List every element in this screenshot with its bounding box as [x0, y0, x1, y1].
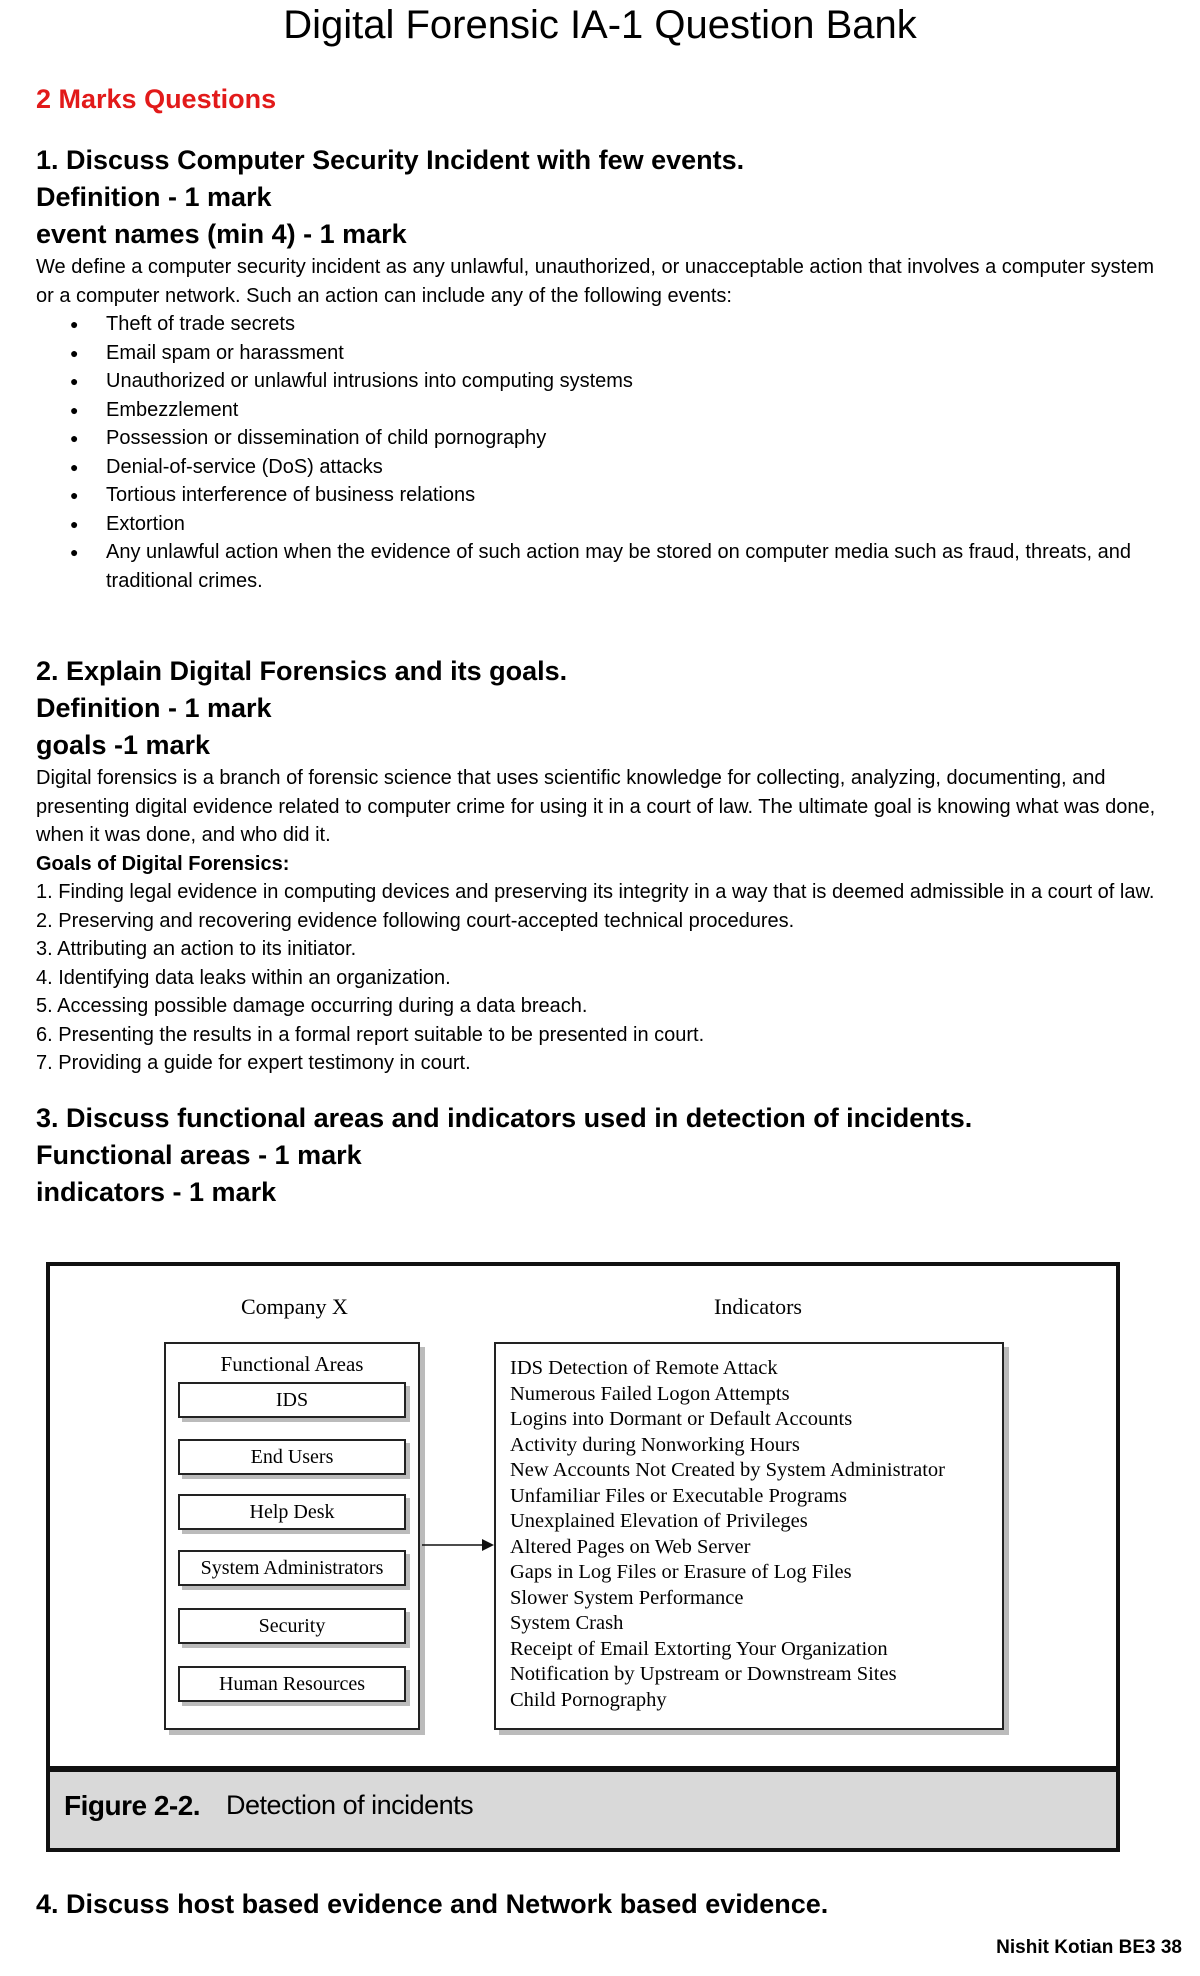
- company-label: Company X: [241, 1294, 348, 1319]
- list-item: ● Denial-of-service (DoS) attacks: [36, 453, 1176, 482]
- question-3-title: 3. Discuss functional areas and indicators used in detection of incidents.: [36, 1102, 973, 1133]
- indicators-list: [496, 1344, 1002, 1713]
- list-item: ● Theft of trade secrets: [36, 310, 1176, 339]
- question-1-marking-definition: Definition - 1 mark: [36, 182, 272, 212]
- footer-author: Nishit Kotian BE3 38: [996, 1937, 1182, 1958]
- figure-caption-text: Detection of incidents: [226, 1790, 474, 1820]
- list-item: Unexplained Elevation of Privileges: [510, 1510, 808, 1532]
- document-content: [36, 78, 1176, 1211]
- list-item: ● Unauthorized or unlawful intrusions into computing systems: [36, 367, 1176, 396]
- list-item: ● Email spam or harassment: [36, 339, 1176, 368]
- indicators-label: Indicators: [714, 1294, 802, 1319]
- question-2-title: 2. Explain Digital Forensics and its goals.: [36, 656, 568, 686]
- list-item: Notification by Upstream or Downstream Sites: [510, 1663, 897, 1685]
- document-title: Digital Forensic IA-1 Question Bank: [283, 3, 917, 47]
- list-item: ● Extortion: [36, 510, 1176, 539]
- list-item: Slower System Performance: [510, 1586, 744, 1609]
- list-item: Numerous Failed Logon Attempts: [510, 1382, 790, 1405]
- goals-heading: Goals of Digital Forensics:: [36, 852, 290, 875]
- figure-caption-label: Figure 2-2.: [64, 1790, 201, 1821]
- functional-area-item: Help Desk: [178, 1494, 406, 1530]
- figure-caption: [50, 1772, 1116, 1848]
- list-item: ● Possession or dissemination of child pornography: [36, 424, 1176, 453]
- question-2-definition: Digital forensics is a branch of forensic science that uses scientific knowledge for collecting, analyzing, documenting, and presenting digital evidence related to computer crime for using it in a court of law. The ultimate goal is knowing what was done, when it was done, and who did it.: [36, 767, 1156, 846]
- functional-areas-box: [164, 1342, 420, 1730]
- question-1: [36, 142, 1176, 595]
- list-item: New Accounts Not Created by System Administrator: [510, 1459, 945, 1481]
- list-item: System Crash: [510, 1612, 624, 1634]
- arrow-right-icon: [422, 1537, 496, 1553]
- list-item: ● Tortious interference of business relations: [36, 481, 1176, 510]
- functional-area-item: System Administrators: [178, 1550, 406, 1586]
- list-item: ● Any unlawful action when the evidence of such action may be stored on computer media such as fraud, threats, and traditional crimes.: [36, 538, 1176, 595]
- question-3: [36, 1100, 1176, 1211]
- list-item: 7. Providing a guide for expert testimony in court.: [36, 1052, 471, 1074]
- question-2-marking-definition: Definition - 1 mark: [36, 693, 272, 723]
- list-item: 5. Accessing possible damage occurring during a data breach.: [36, 995, 588, 1017]
- functional-area-item: Human Resources: [178, 1666, 406, 1702]
- question-2: [36, 653, 1176, 1078]
- list-item: Receipt of Email Extorting Your Organization: [510, 1637, 888, 1660]
- list-item: 3. Attributing an action to its initiator.: [36, 938, 357, 960]
- list-item: Activity during Nonworking Hours: [510, 1433, 800, 1456]
- section-heading: 2 Marks Questions: [36, 84, 277, 114]
- functional-areas-title: Functional Areas: [220, 1352, 364, 1376]
- list-item: Unfamiliar Files or Executable Programs: [510, 1484, 848, 1507]
- question-1-marking-events: event names (min 4) - 1 mark: [36, 219, 407, 249]
- list-item: ● Embezzlement: [36, 396, 1176, 425]
- list-item: IDS Detection of Remote Attack: [510, 1357, 778, 1379]
- detection-figure: [46, 1262, 1120, 1852]
- list-item: Logins into Dormant or Default Accounts: [510, 1408, 853, 1430]
- goals-list: [36, 878, 1176, 1078]
- functional-area-item: IDS: [178, 1382, 406, 1418]
- question-1-intro: We define a computer security incident as any unlawful, unauthorized, or unacceptable action that involves a computer system or a computer network. Such an action can include any of the following events:: [36, 256, 1155, 307]
- list-item: Gaps in Log Files or Erasure of Log Files: [510, 1561, 852, 1583]
- question-3-marking-areas: Functional areas - 1 mark: [36, 1139, 362, 1170]
- question-2-marking-goals: goals -1 mark: [36, 730, 211, 760]
- indicators-box: [494, 1342, 1004, 1730]
- list-item: Altered Pages on Web Server: [510, 1535, 751, 1558]
- question-1-title: 1. Discuss Computer Security Incident with few events.: [36, 145, 745, 175]
- list-item: Child Pornography: [510, 1688, 667, 1711]
- list-item: 2. Preserving and recovering evidence following court-accepted technical procedures.: [36, 909, 795, 932]
- events-list: [36, 310, 1176, 595]
- list-item: 6. Presenting the results in a formal report suitable to be presented in court.: [36, 1023, 705, 1046]
- question-3-marking-indicators: indicators - 1 mark: [36, 1176, 277, 1207]
- list-item: 4. Identifying data leaks within an organization.: [36, 966, 451, 989]
- figure-diagram: [50, 1266, 1116, 1772]
- list-item: 1. Finding legal evidence in computing devices and preserving its integrity in a way that is deemed admissible in a court of law.: [36, 881, 1155, 903]
- functional-area-item: Security: [178, 1608, 406, 1644]
- question-4-title: 4. Discuss host based evidence and Network based evidence.: [36, 1889, 829, 1919]
- functional-area-item: End Users: [178, 1439, 406, 1475]
